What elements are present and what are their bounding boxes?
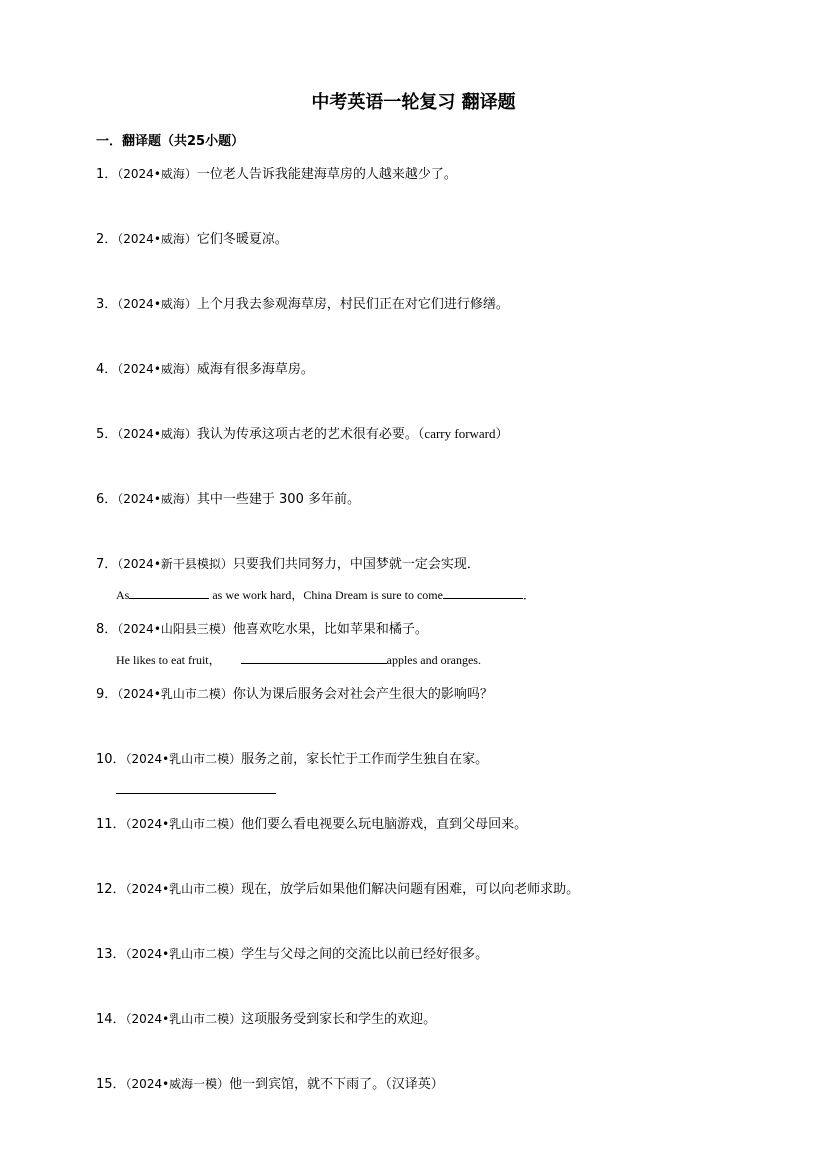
question-number: 15．: [96, 1077, 126, 1092]
question-5: [96, 423, 509, 442]
question-number: 1．: [96, 167, 118, 182]
question-number: 12．: [96, 882, 126, 897]
question-source: （2024•威海）: [117, 232, 197, 246]
answer-text: apples and oranges.: [386, 653, 481, 667]
question-source: （2024•乳山市二模）: [125, 1012, 242, 1026]
question-source: （2024•威海）: [117, 167, 197, 181]
question-source: （2024•乳山市二模）: [125, 882, 242, 896]
question-text: 这项服务受到家长和学生的欢迎。: [241, 1012, 437, 1027]
question-number: 6．: [96, 492, 118, 507]
question-text: 现在，放学后如果他们解决问题有困难，可以向老师求助。: [241, 882, 580, 897]
question-source: （2024•乳山市二模）: [117, 687, 233, 701]
question-text: 学生与父母之间的交流比以前已经好很多。: [241, 947, 489, 962]
answer-line-7: [116, 586, 535, 603]
question-number: 4．: [96, 362, 118, 377]
question-text: 他们要么看电视要么玩电脑游戏，直到父母回来。: [241, 817, 528, 832]
question-hint: （carry forward）: [417, 426, 509, 441]
question-number: 14．: [96, 1012, 126, 1027]
question-8: [96, 618, 428, 637]
question-4: [96, 358, 314, 377]
question-source: （2024•新干县模拟）: [117, 557, 233, 571]
question-6: [96, 488, 360, 507]
question-hint: （汉译英）: [385, 1077, 444, 1092]
question-number: 11．: [96, 817, 126, 832]
question-15: [96, 1073, 444, 1092]
question-text: 其中一些建于 300 多年前。: [196, 492, 360, 507]
answer-blank[interactable]: [129, 586, 209, 599]
question-11: [96, 813, 527, 832]
question-1: [96, 163, 457, 182]
question-text: 你认为课后服务会对社会产生很大的影响吗？: [232, 687, 493, 702]
question-text: 服务之前，家长忙于工作而学生独自在家。: [241, 752, 489, 767]
question-text: 只要我们共同努力，中国梦就一定会实现．: [232, 557, 480, 572]
question-source: （2024•乳山市二模）: [125, 752, 242, 766]
answer-blank[interactable]: [116, 781, 276, 794]
question-2: [96, 228, 288, 247]
question-text: 威海有很多海草房。: [196, 362, 314, 377]
question-number: 9．: [96, 687, 118, 702]
question-13: [96, 943, 488, 962]
question-source: （2024•山阳县三模）: [117, 622, 233, 636]
question-7: [96, 553, 480, 572]
question-text: 他喜欢吃水果，比如苹果和橘子。: [232, 622, 428, 637]
question-9: [96, 683, 493, 702]
question-12: [96, 878, 579, 897]
answer-text: As: [116, 588, 130, 602]
answer-text: as we work hard，China Dream is sure to come: [212, 588, 443, 602]
question-3: [96, 293, 509, 312]
question-10: [96, 748, 488, 767]
question-source: （2024•威海）: [117, 297, 197, 311]
question-text: 他一到宾馆，就不下雨了。: [229, 1077, 386, 1092]
question-number: 2．: [96, 232, 118, 247]
question-text: 一位老人告诉我能建海草房的人越来越少了。: [196, 167, 457, 182]
answer-line-8: [116, 651, 481, 668]
question-text: 它们冬暖夏凉。: [196, 232, 288, 247]
question-source: （2024•威海一模）: [125, 1077, 230, 1091]
answer-blank[interactable]: [443, 586, 523, 599]
question-source: （2024•乳山市二模）: [125, 947, 242, 961]
question-number: 13．: [96, 947, 126, 962]
question-number: 10．: [96, 752, 126, 767]
document-title: 中考英语一轮复习 翻译题: [311, 92, 516, 113]
question-14: [96, 1008, 436, 1027]
answer-line-10: [116, 781, 276, 798]
question-source: （2024•乳山市二模）: [125, 817, 242, 831]
answer-blank[interactable]: [241, 651, 387, 664]
answer-text: ．: [522, 588, 535, 602]
question-number: 3．: [96, 297, 118, 312]
question-text: 我认为传承这项古老的艺术很有必要。: [196, 427, 418, 442]
section-heading: 一．翻译题（共25小题）: [96, 134, 245, 149]
question-text: 上个月我去参观海草房，村民们正在对它们进行修缮。: [196, 297, 509, 312]
question-source: （2024•威海）: [117, 492, 197, 506]
question-number: 7．: [96, 557, 118, 572]
answer-text: He likes to eat fruit，: [116, 653, 221, 667]
question-source: （2024•威海）: [117, 362, 197, 376]
question-source: （2024•威海）: [117, 427, 197, 441]
question-number: 5．: [96, 427, 118, 442]
question-number: 8．: [96, 622, 118, 637]
